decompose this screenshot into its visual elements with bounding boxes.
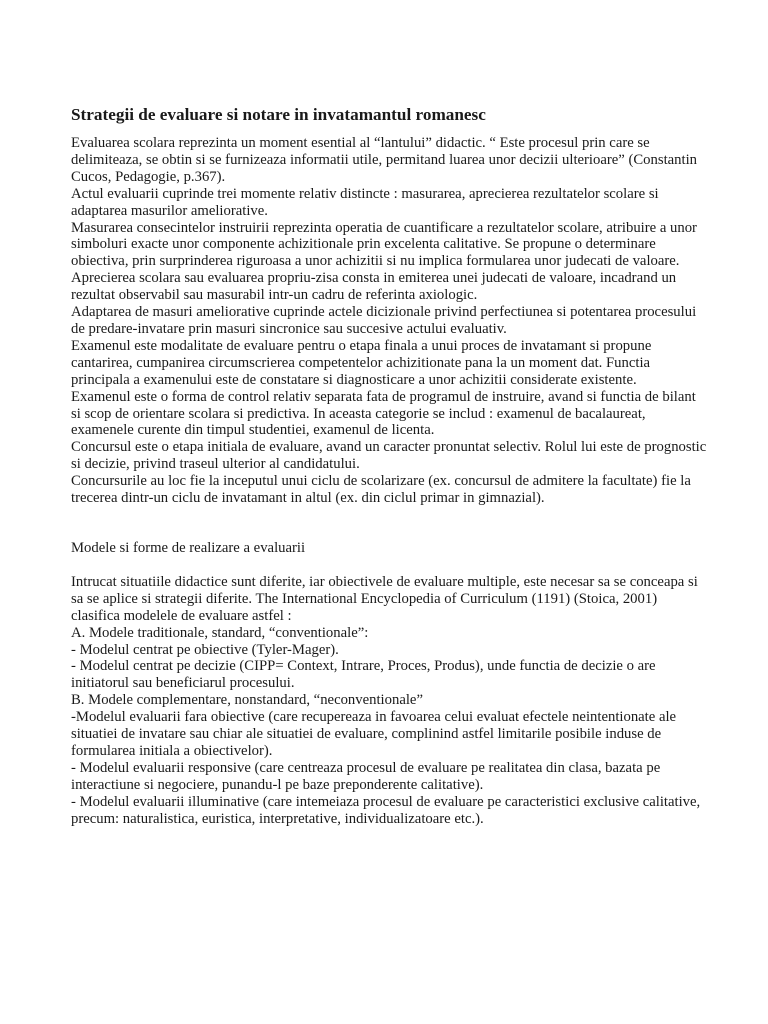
- document-page: [71, 104, 707, 828]
- list-item-model-obiective: - Modelul centrat pe obiective (Tyler-Mager).: [71, 641, 339, 658]
- list-heading-modele-complementare: B. Modele complementare, nonstandard, “neconventionale”: [71, 692, 423, 709]
- section-modele-evaluare: [71, 540, 707, 828]
- list-item-model-decizie: - Modelul centrat pe decizie (CIPP= Context, Intrare, Proces, Produs), unde functia de decizie o are initiatorul sau beneficiarul procesului.: [71, 658, 656, 692]
- paragraph-momente-evaluare: Actul evaluarii cuprinde trei momente relativ distincte : masurarea, aprecierea rezultatelor scolare si adaptarea masurilor ameliorative.: [71, 185, 659, 219]
- list-item-model-fara-obiective: -Modelul evaluarii fara obiective (care recupereaza in favoarea celui evaluat efectele neintentionate ale situatiei de invatare sau chiar ale situatiei de evaluare, complinind astfel limitarile posibile induse de formularea initiala a obiectivelor).: [71, 709, 677, 759]
- document-title: Strategii de evaluare si notare in invatamantul romanesc: [71, 105, 486, 124]
- list-item-model-illuminative: - Modelul evaluarii illuminative (care intemeiaza procesul de evaluare pe caracteristici exclusive calitative, precum: naturalistica, euristica, interpretative, individualizatoare etc.).: [71, 793, 701, 827]
- section-heading: Modele si forme de realizare a evaluarii: [71, 539, 306, 556]
- paragraph-definitie-evaluare: Evaluarea scolara reprezinta un moment esential al “lantului” didactic. “ Este procesul prin care se delimiteaza, se obtin si se furnizeaza informatii utile, permitand luarea unor decizii ulterioare” (Constantin Cucos, Pedagogie, p.367).: [71, 135, 698, 185]
- paragraph-concursurile: Concursurile au loc fie la inceputul unui ciclu de scolarizare (ex. concursul de admitere la facultate) fie la trecerea dintr-un ciclu de invatamant in altul (ex. din ciclul primar in gimnazial).: [71, 473, 691, 507]
- paragraph-examenul-definitie: Examenul este modalitate de evaluare pentru o etapa finala a unui proces de invatamant si propune cantarirea, cumpanirea circumscrierea competentelor achizitionate pana la un moment dat. Functia principala a examenului este de constatare si diagnosticare a unor achizitii considerate existente.: [71, 337, 652, 388]
- section-evaluare-scolara: [71, 135, 707, 507]
- list-item-model-responsive: - Modelul evaluarii responsive (care centreaza procesul de evaluare pe realitatea din clasa, bazata pe interactiune si negociere, punandu-l pe baze preponderente calitative).: [71, 759, 661, 793]
- paragraph-masurarea: Masurarea consecintelor instruirii reprezinta operatia de cuantificare a rezultatelor scolare, atribuire a unor simboluri exacte unor componente achizitionale prin excelenta calitative. Se propune o determinare obiectiva, prin surprinderea riguroasa a unor achizitii si nu implica formularea unor judecati de valoare.: [71, 219, 697, 270]
- paragraph-aprecierea: Aprecierea scolara sau evaluarea propriu-zisa consta in emiterea unei judecati de valoare, incadrand un rezultat observabil sau masurabil intr-un cadru de referinta axiologic.: [71, 270, 677, 304]
- paragraph-concursul: Concursul este o etapa initiala de evaluare, avand un caracter pronuntat selectiv. Rolul lui este de prognostic si decizie, privind traseul ulterior al candidatului.: [71, 439, 707, 473]
- paragraph-examenul-forma: Examenul este o forma de control relativ separata fata de programul de instruire, avand si functia de bilant si scop de orientare scolara si predictiva. In aceasta categorie se includ : examenul de bacalaureat, examenele curente din timpul studentiei, examenul de licenta.: [71, 388, 696, 439]
- paragraph-adaptarea: Adaptarea de masuri ameliorative cuprinde actele dicizionale privind perfectiunea si potentarea procesului de predare-invatare prin masuri sincronice sau succesive actului evaluativ.: [71, 304, 697, 337]
- paragraph-introducere-modele: Intrucat situatiile didactice sunt diferite, iar obiectivele de evaluare multiple, este necesar sa se conceapa si sa se aplice si strategii diferite. The International Encyclopedia of Curriculum (1191) (Stoica, 2001) clasifica modelele de evaluare astfel :: [71, 573, 698, 624]
- list-heading-modele-traditionale: A. Modele traditionale, standard, “conventionale”:: [71, 624, 369, 641]
